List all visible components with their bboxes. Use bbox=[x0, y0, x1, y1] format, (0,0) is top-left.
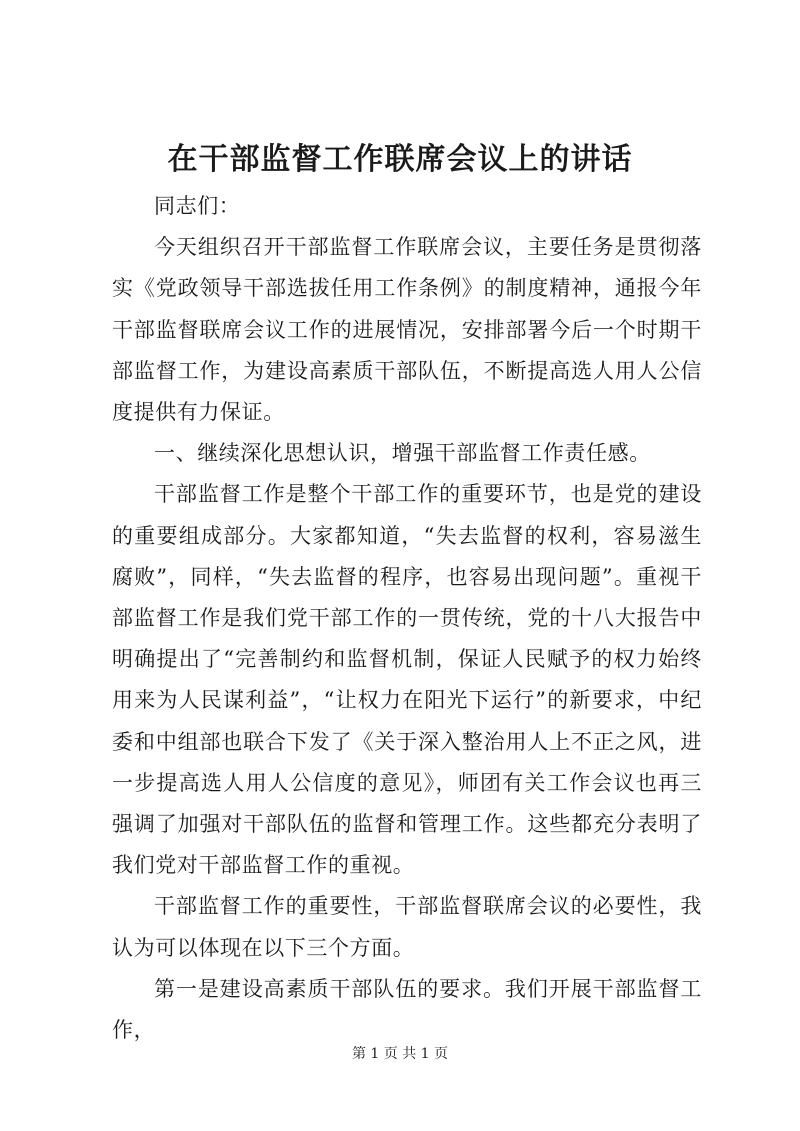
body-paragraph: 今天组织召开干部监督工作联席会议，主要任务是贯彻落实《党政领导干部选拔任用工作条例》的制度精神，通报今年干部监督联席会议工作的进展情况，安排部署今后一个时期干部监督工作，为建设高素质干部队伍，不断提高选人用人公信度提供有力保证。 bbox=[112, 235, 702, 425]
section-heading: 一、继续深化思想认识，增强干部监督工作责任感。 bbox=[154, 441, 651, 466]
document-title: 在干部监督工作联席会议上的讲话 bbox=[167, 142, 633, 177]
salutation: 同志们： bbox=[154, 194, 241, 218]
page-footer: 第 1 页 共 1 页 bbox=[351, 1046, 449, 1062]
body-paragraph: 干部监督工作是整个干部工作的重要环节，也是党的建设的重要组成部分。大家都知道，“失去监督的权利，容易滋生腐败”，同样，“失去监督的程序，也容易出现问题”。重视干部监督工作是我们党干部工作的一贯传统，党的十八大报告中明确提出了“完善制约和监督机制，保证人民赋予的权力始终用来为人民谋利益”，“让权力在阳光下运行”的新要求，中纪委和中组部也联合下发了《关于深入整治用人上不正之风，进一步提高选人用人公信度的意见》，师团有关工作会议也再三强调了加强对干部队伍的监督和管理工作。这些都充分表明了我们党对干部监督工作的重视。 bbox=[112, 482, 702, 878]
body-paragraph: 第一是建设高素质干部队伍的要求。我们开展干部监督工作， bbox=[112, 976, 702, 1043]
document-body bbox=[112, 186, 702, 1051]
body-paragraph: 干部监督工作的重要性，干部监督联席会议的必要性，我认为可以体现在以下三个方面。 bbox=[112, 894, 702, 960]
